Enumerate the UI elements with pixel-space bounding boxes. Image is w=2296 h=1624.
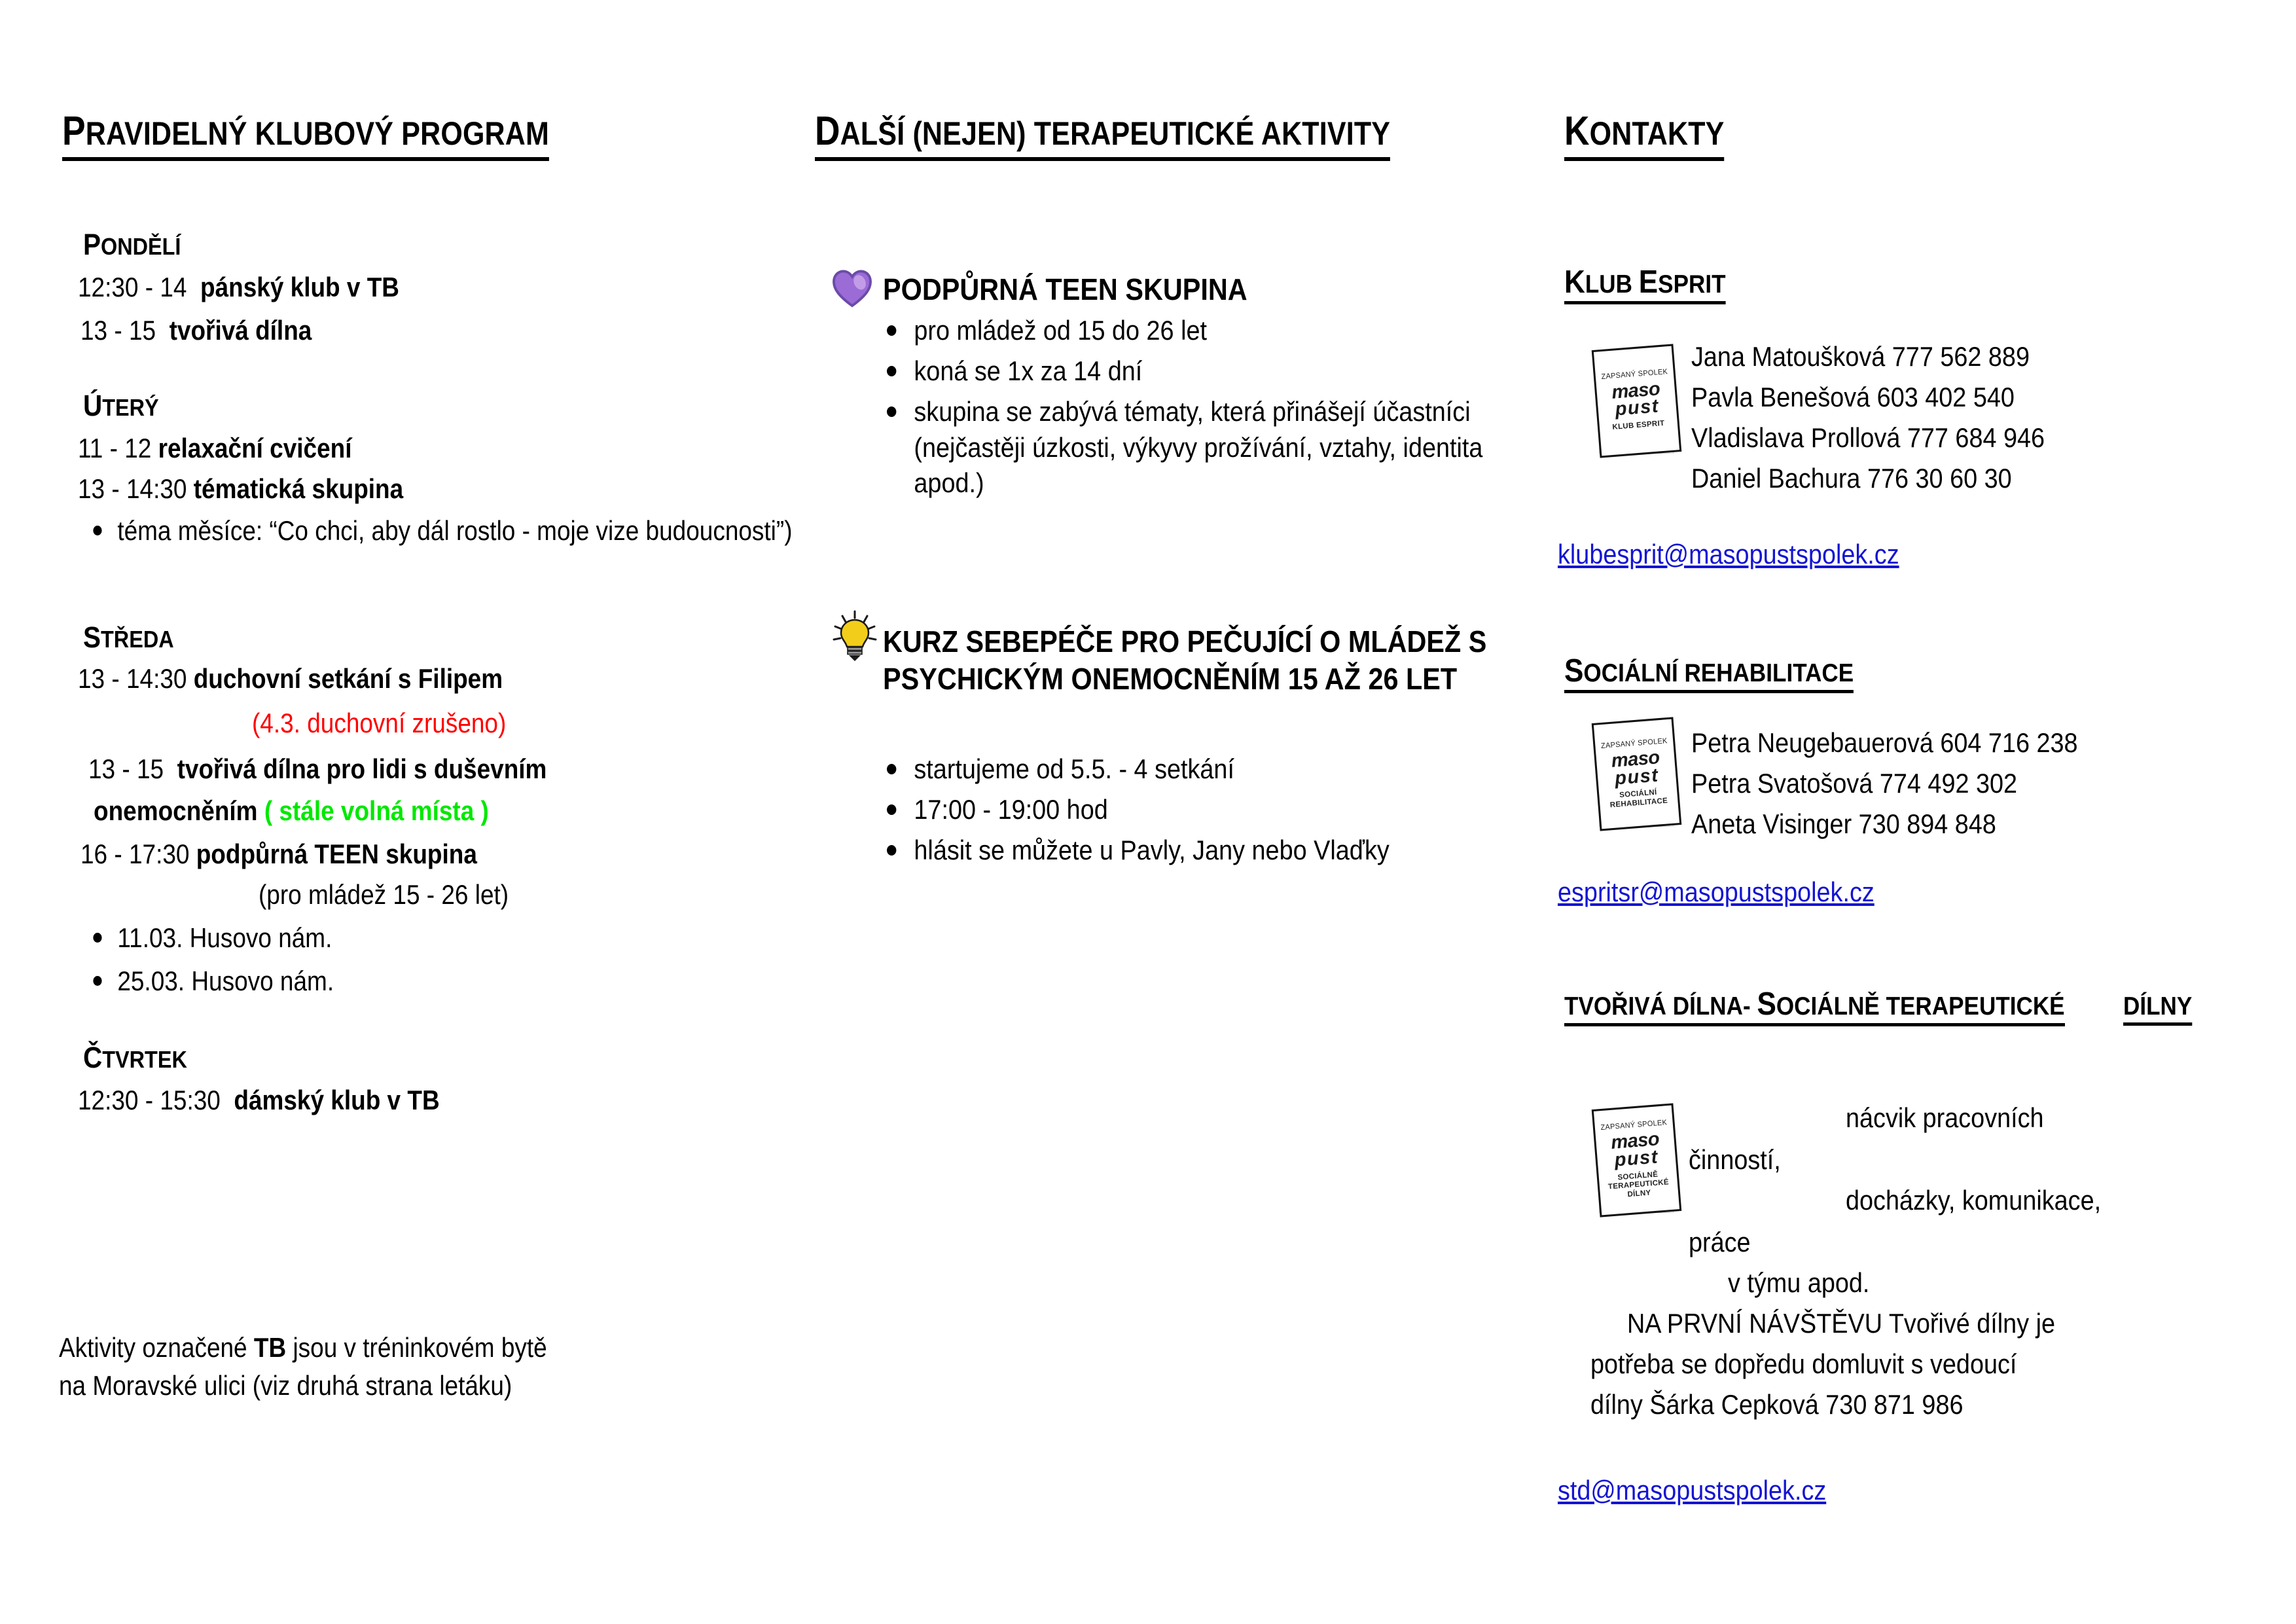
footnote-line-1: Aktivity označené TB jsou v tréninkovém bytě: [59, 1332, 547, 1363]
contact-block-title-klub-esprit: KLUB ESPRIT: [1564, 266, 1726, 304]
cancellation-note: (4.3. duchovní zrušeno): [252, 708, 507, 738]
footnote-line-2: na Moravské ulici (viz druhá strana letáku): [59, 1370, 512, 1401]
list-item: 11.03. Husovo nám.: [81, 920, 693, 956]
day-heading-tuesday: ÚTERÝ: [83, 389, 159, 422]
activity-title-selfcare-course: KURZ SEBEPÉČE PRO PEČUJÍCÍ O MLÁDEŽ S PSYCHICKÝM ONEMOCNĚNÍM 15 AŽ 26 LET: [883, 624, 1487, 696]
workshop-visit-note: NA PRVNÍ NÁVŠTĚVU Tvořivé dílny je: [1627, 1308, 2056, 1339]
day-heading-wednesday: STŘEDA: [83, 621, 174, 654]
list-item: hlásit se můžete u Pavly, Jany nebo Vlaďky: [875, 833, 1503, 869]
list-item: téma měsíce: “Co chci, aby dál rostlo - moje vize budoucnosti”): [81, 513, 797, 549]
workshop-desc-line: v týmu apod.: [1728, 1267, 1870, 1298]
contact-block-title-tvoriva-dilna-line2: DÍLNY: [2123, 994, 2192, 1026]
program-line: 13 - 14:30 tématická skupina: [78, 473, 404, 504]
list-item: startujeme od 5.5. - 4 setkání: [875, 751, 1550, 787]
contact-entry: Petra Neugebauerová 604 716 238: [1691, 727, 2078, 758]
page-title-activities: [815, 110, 1390, 161]
workshop-visit-note: dílny Šárka Cepková 730 871 986: [1590, 1389, 1964, 1420]
contacts-title-rest: ONTAKTY: [1589, 115, 1725, 152]
purple-heart-icon: [832, 270, 878, 308]
day-heading-thursday: ČTVRTEK: [83, 1041, 187, 1074]
program-title-initial: P: [62, 109, 86, 154]
email-link-klubesprit[interactable]: klubesprit@masopustspolek.cz: [1558, 539, 1899, 569]
column-program: [59, 0, 821, 1401]
program-line: 12:30 - 14 pánský klub v TB: [78, 272, 399, 302]
program-title-rest: RAVIDELNÝ KLUBOVÝ PROGRAM: [85, 115, 550, 152]
contact-entry: Aneta Visinger 730 894 848: [1691, 808, 1996, 839]
lightbulb-icon: [829, 609, 884, 667]
program-line: 11 - 12 relaxační cvičení: [78, 433, 352, 463]
contact-entry: Petra Svatošová 774 492 302: [1691, 768, 2018, 799]
program-line: 16 - 17:30 podpůrná TEEN skupina: [81, 839, 477, 869]
workshop-visit-note: potřeba se dopředu domluvit s vedoucí: [1590, 1348, 2017, 1379]
program-line: 13 - 14:30 duchovní setkání s Filipem: [78, 663, 503, 694]
list-item: koná se 1x za 14 dní: [875, 353, 1550, 389]
program-line: 13 - 15 tvořivá dílna pro lidi s duševním: [88, 753, 547, 784]
masopust-logo-klub-esprit: ZAPSANÝ SPOLEK maso pust KLUB ESPRIT: [1596, 347, 1677, 455]
page-title-program: [62, 110, 549, 161]
list-item: 17:00 - 19:00 hod: [875, 792, 1550, 828]
masopust-logo-tvoriva-dilna: ZAPSANÝ SPOLEK maso pust SOCIÁLNĚ TERAPEUTICKÉ DÍLNY: [1596, 1106, 1677, 1214]
contact-entry: Daniel Bachura 776 30 60 30: [1691, 463, 2012, 494]
list-item: skupina se zabývá tématy, která přinášejí účastníci (nejčastěji úzkosti, výkyvy prožívání, vztahy, identita apod.): [875, 394, 1509, 501]
masopust-logo-socialni-rehabilitace: ZAPSANÝ SPOLEK maso pust SOCIÁLNÍ REHABILITACE: [1596, 720, 1677, 828]
list-item: 25.03. Husovo nám.: [81, 964, 693, 999]
contact-entry: Jana Matoušková 777 562 889: [1691, 341, 2030, 372]
page-title-contacts: [1564, 110, 1725, 161]
program-line: 12:30 - 15:30 dámský klub v TB: [78, 1085, 440, 1115]
workshop-desc-line: práce: [1689, 1227, 1751, 1257]
email-link-espritsr[interactable]: espritsr@masopustspolek.cz: [1558, 876, 1874, 907]
activity-title-teen-group: PODPŮRNÁ TEEN SKUPINA: [883, 272, 1247, 306]
workshop-desc-line: činností,: [1689, 1144, 1781, 1175]
contact-block-title-tvoriva-dilna-line1: TVOŘIVÁ DÍLNA- SOCIÁLNĚ TERAPEUTICKÉ: [1564, 988, 2065, 1026]
workshop-desc-line: nácvik pracovních: [1846, 1102, 2044, 1133]
list-item: pro mládež od 15 do 26 let: [875, 313, 1550, 349]
contacts-title-initial: K: [1564, 109, 1590, 154]
workshop-desc-line: docházky, komunikace,: [1846, 1185, 2102, 1216]
contact-entry: Pavla Benešová 603 402 540: [1691, 382, 2015, 412]
activities-title-initial: D: [815, 109, 840, 154]
contact-entry: Vladislava Prollová 777 684 946: [1691, 422, 2045, 453]
contact-block-title-socialni-rehabilitace: SOCIÁLNÍ REHABILITACE: [1564, 655, 1854, 693]
availability-badge: ( stále volná místa ): [264, 795, 489, 826]
activities-title-rest: ALŠÍ (NEJEN) TERAPEUTICKÉ AKTIVITY: [840, 115, 1391, 152]
age-note: (pro mládež 15 - 26 let): [259, 879, 509, 910]
email-link-std[interactable]: std@masopustspolek.cz: [1558, 1475, 1827, 1506]
program-line: onemocněním ( stále volná místa ): [94, 795, 489, 826]
day-heading-monday: PONDĚLÍ: [83, 228, 181, 261]
program-line: 13 - 15 tvořivá dílna: [81, 315, 312, 346]
